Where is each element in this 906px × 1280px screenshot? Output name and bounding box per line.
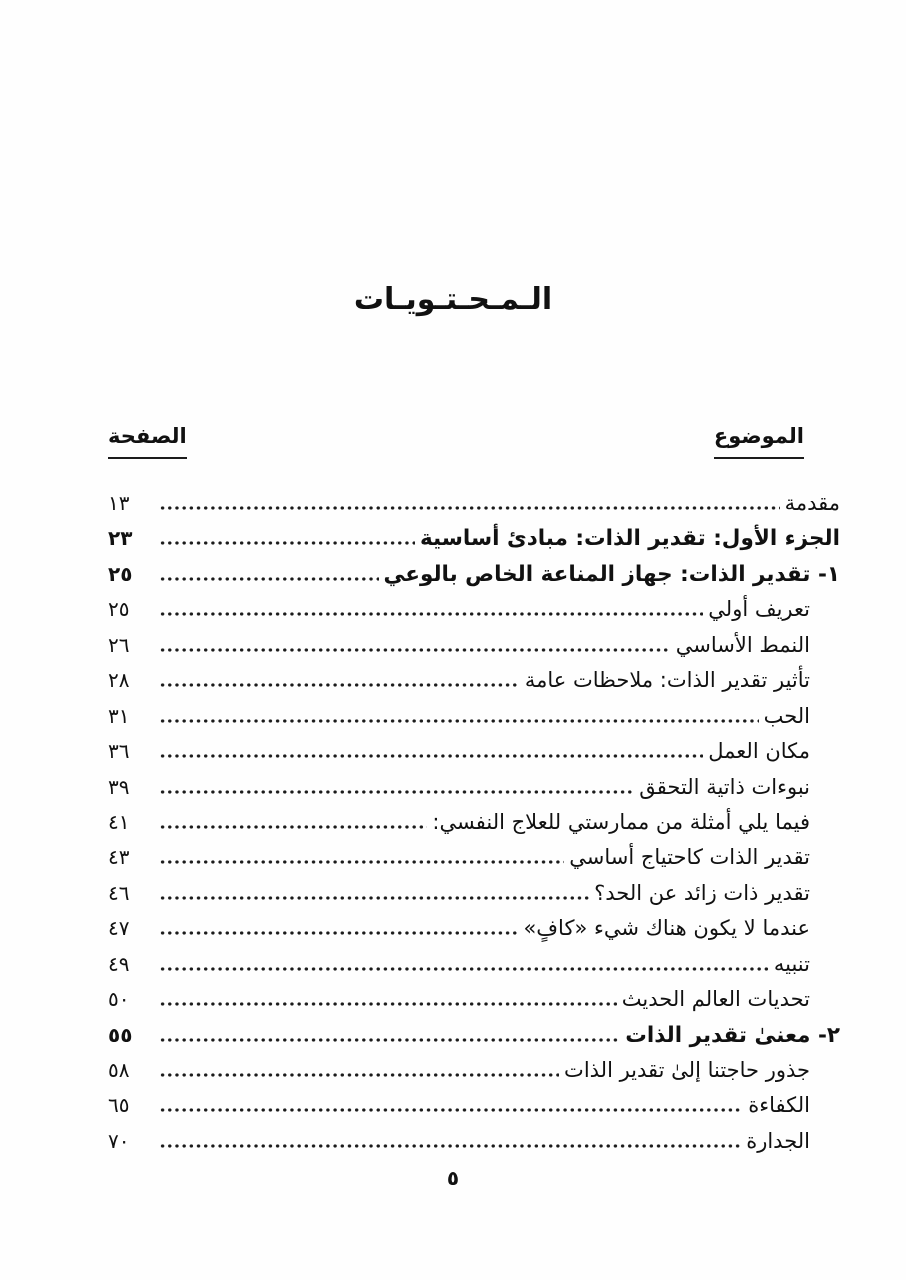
entry-title: ١- تقدير الذات: جهاز المناعة الخاص بالوعي [383, 561, 840, 587]
dot-leader [159, 1073, 559, 1077]
dot-leader [159, 825, 427, 829]
dot-leader [159, 577, 379, 581]
dot-leader [159, 541, 415, 545]
entry-title: تقدير ذات زائد عن الحد؟ [594, 880, 810, 905]
entry-page-number: ٢٥ [108, 597, 130, 622]
toc-entry-row [108, 699, 840, 734]
dot-leader [159, 1144, 741, 1148]
dot-leader [159, 931, 518, 935]
toc-entry-row [108, 876, 840, 911]
dot-leader [159, 896, 589, 900]
toc-entry-row [108, 1088, 840, 1123]
toc-entry-row [108, 628, 840, 663]
entry-title: تقدير الذات كاحتياج أساسي [569, 845, 810, 870]
entry-page-number: ١٣ [108, 491, 130, 515]
entry-page-number: ٣٦ [108, 739, 130, 764]
dot-leader [159, 683, 520, 687]
dot-leader [159, 612, 703, 616]
dot-leader [159, 754, 703, 758]
entry-title: عندما لا يكون هناك شيء «كافٍ» [523, 916, 810, 941]
toc-entry-row [108, 592, 840, 627]
toc-entry-row [108, 805, 840, 840]
toc-column-headers [108, 424, 840, 459]
toc-entry-row [108, 770, 840, 805]
footer-page-number: ٥ [446, 1166, 460, 1190]
subject-column-header: الموضوع [714, 424, 804, 459]
entry-page-number: ٧٠ [108, 1128, 130, 1153]
entry-title: جذور حاجتنا إلىٰ تقدير الذات [564, 1058, 810, 1082]
dot-leader [159, 967, 769, 971]
entry-page-number: ٤٧ [108, 916, 130, 941]
entry-page-number: ٤٣ [108, 845, 130, 870]
entry-page-number: ٤٩ [108, 951, 130, 976]
entry-title: فيما يلي أمثلة من ممارستي للعلاج النفسي: [432, 809, 810, 834]
toc-entry-row [108, 1124, 840, 1159]
toc-entry-row [108, 1053, 840, 1088]
entry-title: النمط الأساسي [675, 632, 810, 657]
entry-title: مكان العمل [708, 739, 810, 764]
entry-page-number: ٥٥ [108, 1022, 133, 1047]
entry-title: تعريف أولي [708, 597, 810, 622]
entry-page-number: ٦٥ [108, 1093, 130, 1118]
dot-leader [159, 1002, 617, 1006]
dot-leader [159, 860, 564, 864]
entry-page-number: ٤١ [108, 809, 130, 834]
entry-title: مقدمة [784, 491, 840, 515]
dot-leader [159, 1108, 743, 1112]
dot-leader [159, 719, 759, 723]
toc-entry-row [108, 663, 840, 698]
entry-page-number: ٣١ [108, 703, 130, 728]
dot-leader [159, 1038, 620, 1042]
toc-entry-row [108, 734, 840, 769]
entry-title: نبوءات ذاتية التحقق [639, 774, 810, 799]
entry-title: تحديات العالم الحديث [621, 987, 810, 1012]
entry-page-number: ٢٦ [108, 632, 130, 657]
dot-leader [159, 648, 671, 652]
entry-title: الجدارة [746, 1128, 810, 1153]
toc-entry-row [108, 1018, 840, 1053]
toc-entry-row [108, 982, 840, 1017]
entry-page-number: ٥٨ [108, 1058, 130, 1082]
entry-title: الحب [763, 703, 810, 728]
entry-title: تأثير تقدير الذات: ملاحظات عامة [524, 668, 810, 693]
toc-entry-row [108, 486, 840, 521]
toc-list [108, 486, 840, 1159]
entry-title: الكفاءة [748, 1093, 810, 1118]
page-title: الـمـحـتـويـات [353, 282, 553, 317]
page-column-header: الصفحة [108, 424, 187, 459]
entry-page-number: ٤٦ [108, 880, 130, 905]
entry-page-number: ٥٠ [108, 987, 130, 1012]
toc-entry-row [108, 557, 840, 592]
toc-entry-row [108, 521, 840, 556]
entry-page-number: ٢٨ [108, 668, 130, 693]
toc-entry-row [108, 947, 840, 982]
toc-entry-row [108, 840, 840, 875]
dot-leader [159, 790, 634, 794]
toc-entry-row [108, 911, 840, 946]
entry-title: الجزء الأول: تقدير الذات: مبادئ أساسية [419, 526, 840, 552]
entry-title: ٢- معنىٰ تقدير الذات [625, 1022, 840, 1048]
dot-leader [159, 506, 780, 510]
entry-page-number: ٣٩ [108, 774, 130, 799]
entry-page-number: ٢٣ [108, 526, 133, 551]
entry-title: تنبيه [773, 951, 810, 976]
entry-page-number: ٢٥ [108, 561, 133, 586]
